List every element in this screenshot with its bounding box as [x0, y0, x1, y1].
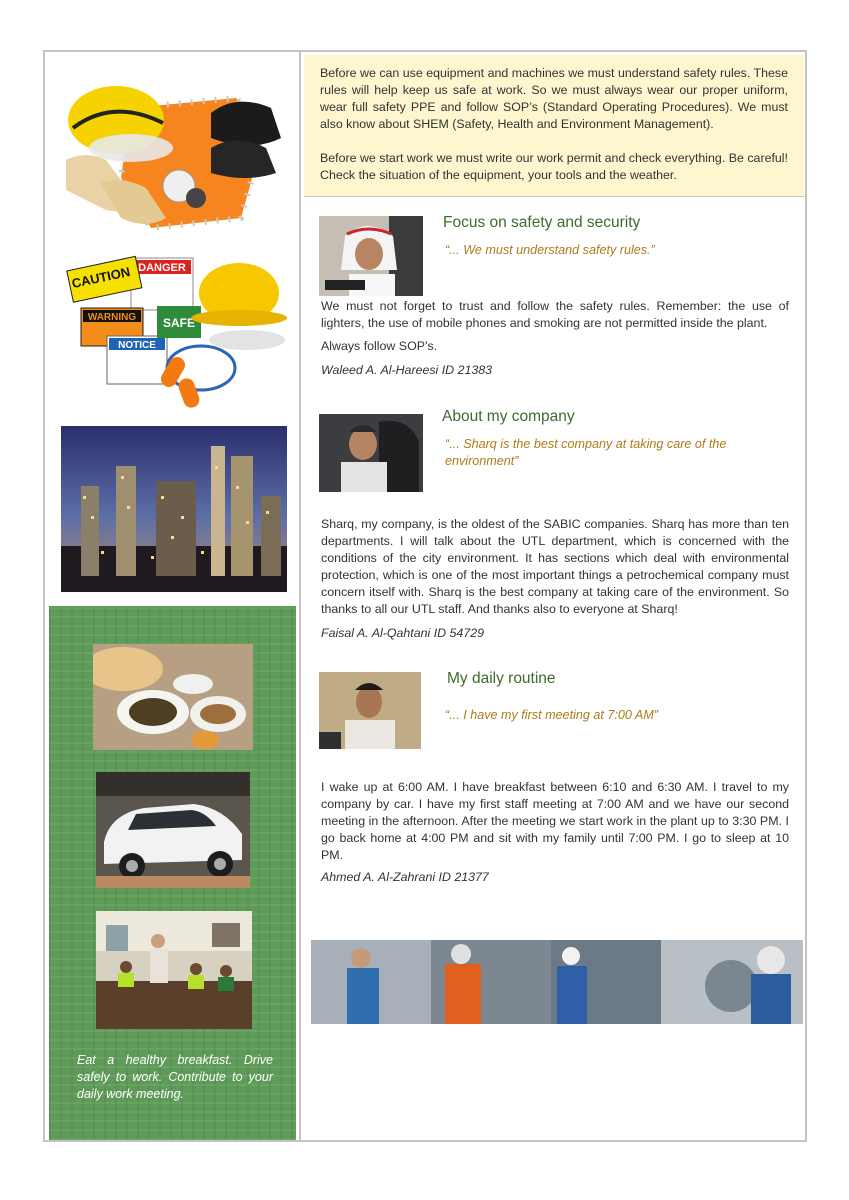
- green-sidebar-panel: [49, 606, 296, 1140]
- article-body-paragraph: Always follow SOP’s.: [321, 339, 438, 353]
- faisal-photo: [319, 414, 423, 492]
- sign-danger: DANGER: [138, 262, 186, 274]
- article-quote-company: “... Sharq is the best company at taking care of the environment”: [445, 437, 727, 468]
- article-quote-routine: “... I have my first meeting at 7:00 AM”: [445, 708, 658, 722]
- intro-box: [304, 55, 804, 197]
- breakfast-photo: [93, 644, 253, 750]
- article-quote-safety: “... We must understand safety rules.”: [445, 243, 655, 257]
- intro-paragraph-2: Before we start work we must write our work permit and check everything. Be careful! Check the situation of the equipment, your tools and the weather.: [320, 151, 788, 182]
- safety-signs-photo: [61, 248, 287, 410]
- article-heading-company: About my company: [442, 408, 575, 425]
- article-author-safety: Waleed A. Al-Hareesi ID 21383: [321, 363, 493, 377]
- petrochemical-plant-photo: [61, 426, 287, 592]
- article-body-paragraph: I wake up at 6:00 AM. I have breakfast between 6:10 and 6:30 AM. I travel to my company by car. I have my first staff meeting at 7:00 AM and we have our second meeting in the afternoon. After the meeting we start work in the plant up to 3:30 PM. I go back home at 4:00 PM and sit with my family until 7:00 PM. I go to sleep at 10 PM.: [321, 780, 789, 862]
- article-body-paragraph: We must not forget to trust and follow the safety rules. Remember: the use of lighters, the use of mobile phones and smoking are not permitted inside the plant.: [321, 299, 789, 330]
- left-column: [45, 52, 301, 1140]
- sign-notice: NOTICE: [118, 340, 156, 351]
- article-author-company: Faisal A. Al-Qahtani ID 54729: [321, 626, 484, 640]
- newsletter-page: [43, 50, 807, 1142]
- ahmed-photo: [319, 672, 421, 749]
- work-meeting-photo: [96, 911, 252, 1029]
- article-body-company: [321, 516, 789, 624]
- intro-paragraph-1: Before we can use equipment and machines we must understand safety rules. These rules will help keep us safe at work. So we must always wear our proper uniform, wear full safety PPE and follow SOP’s (Standard Operating Procedures). We must also know about SHEM (Safety, Health and Environment Management).: [320, 66, 788, 131]
- ppe-equipment-photo: [61, 68, 287, 232]
- waleed-photo: [319, 216, 423, 296]
- green-caption: Eat a healthy breakfast. Drive safely to work. Contribute to your daily work meeting.: [77, 1053, 273, 1101]
- article-body-safety: [321, 298, 789, 361]
- article-body-routine: [321, 779, 789, 870]
- sign-safe: SAFE: [162, 316, 196, 330]
- article-author-routine: Ahmed A. Al-Zahrani ID 21377: [321, 870, 489, 884]
- sign-caution: CAUTION: [70, 264, 132, 292]
- workers-banner-photo: [311, 940, 803, 1024]
- article-heading-routine: My daily routine: [447, 670, 556, 687]
- article-body-paragraph: Sharq, my company, is the oldest of the SABIC companies. Sharq has more than ten departments. I will talk about the UTL department, which is concerned with the conditions of the city environment. It has sections which deal with environmental protection, which is one of the most important things a petrochemical company must concern itself with. Sharq is the best company at taking care of the environment. So thanks to all our UTL staff. And thanks also to everyone at Sharq!: [321, 517, 789, 616]
- car-photo: [96, 772, 250, 888]
- sign-warning: WARNING: [87, 312, 137, 323]
- article-heading-safety: Focus on safety and security: [443, 214, 641, 231]
